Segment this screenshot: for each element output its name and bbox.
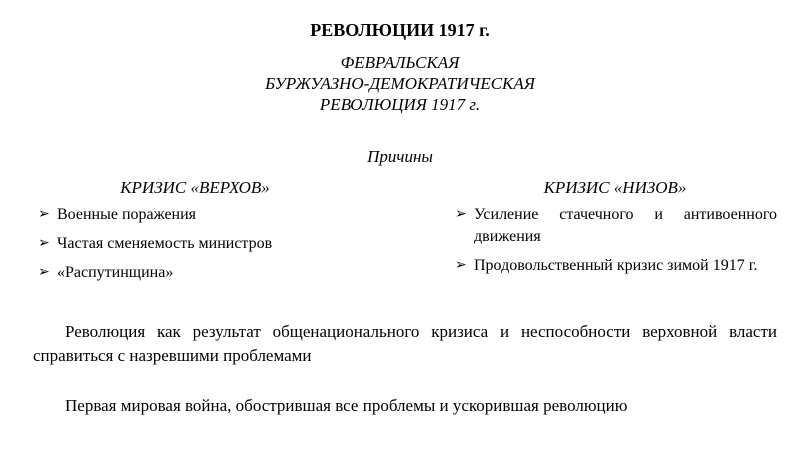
list-item — [35, 233, 365, 255]
conclusion-paragraph: Первая мировая война, обострившая все проблемы и ускорившая революцию — [65, 396, 628, 415]
conclusion-paragraph: Революция как результат общенационального кризиса и неспособности верховной власти справиться с назревшими проблемами — [33, 322, 777, 365]
list-item-text: «Распутинщина» — [57, 264, 174, 281]
list-item-text: Продовольственный кризис зимой 1917 г. — [474, 257, 758, 274]
arrow-bullet-icon: ➢ — [38, 265, 50, 280]
section-heading-causes: Причины — [367, 147, 433, 166]
right-column-title: КРИЗИС «НИЗОВ» — [543, 178, 687, 197]
list-item — [35, 204, 365, 226]
right-bullet-list — [452, 204, 777, 284]
list-item-text: Военные поражения — [57, 206, 197, 223]
subtitle-line: ФЕВРАЛЬСКАЯ — [340, 53, 460, 72]
left-column-title: КРИЗИС «ВЕРХОВ» — [120, 178, 270, 197]
subtitle-line: РЕВОЛЮЦИЯ 1917 г. — [319, 95, 481, 114]
list-item — [452, 204, 777, 248]
list-item-text: Усиление стачечного и антивоенного движения — [474, 206, 777, 245]
arrow-bullet-icon: ➢ — [455, 258, 467, 273]
arrow-bullet-icon: ➢ — [38, 207, 50, 222]
list-item-text: Частая сменяемость министров — [57, 235, 273, 252]
slide-title: РЕВОЛЮЦИИ 1917 г. — [310, 20, 490, 40]
subtitle-line: БУРЖУАЗНО-ДЕМОКРАТИЧЕСКАЯ — [265, 74, 535, 93]
arrow-bullet-icon: ➢ — [455, 207, 467, 222]
arrow-bullet-icon: ➢ — [38, 236, 50, 251]
left-bullet-list — [35, 204, 365, 291]
slide-subtitle — [0, 52, 800, 115]
list-item — [452, 255, 777, 277]
list-item — [35, 262, 365, 284]
